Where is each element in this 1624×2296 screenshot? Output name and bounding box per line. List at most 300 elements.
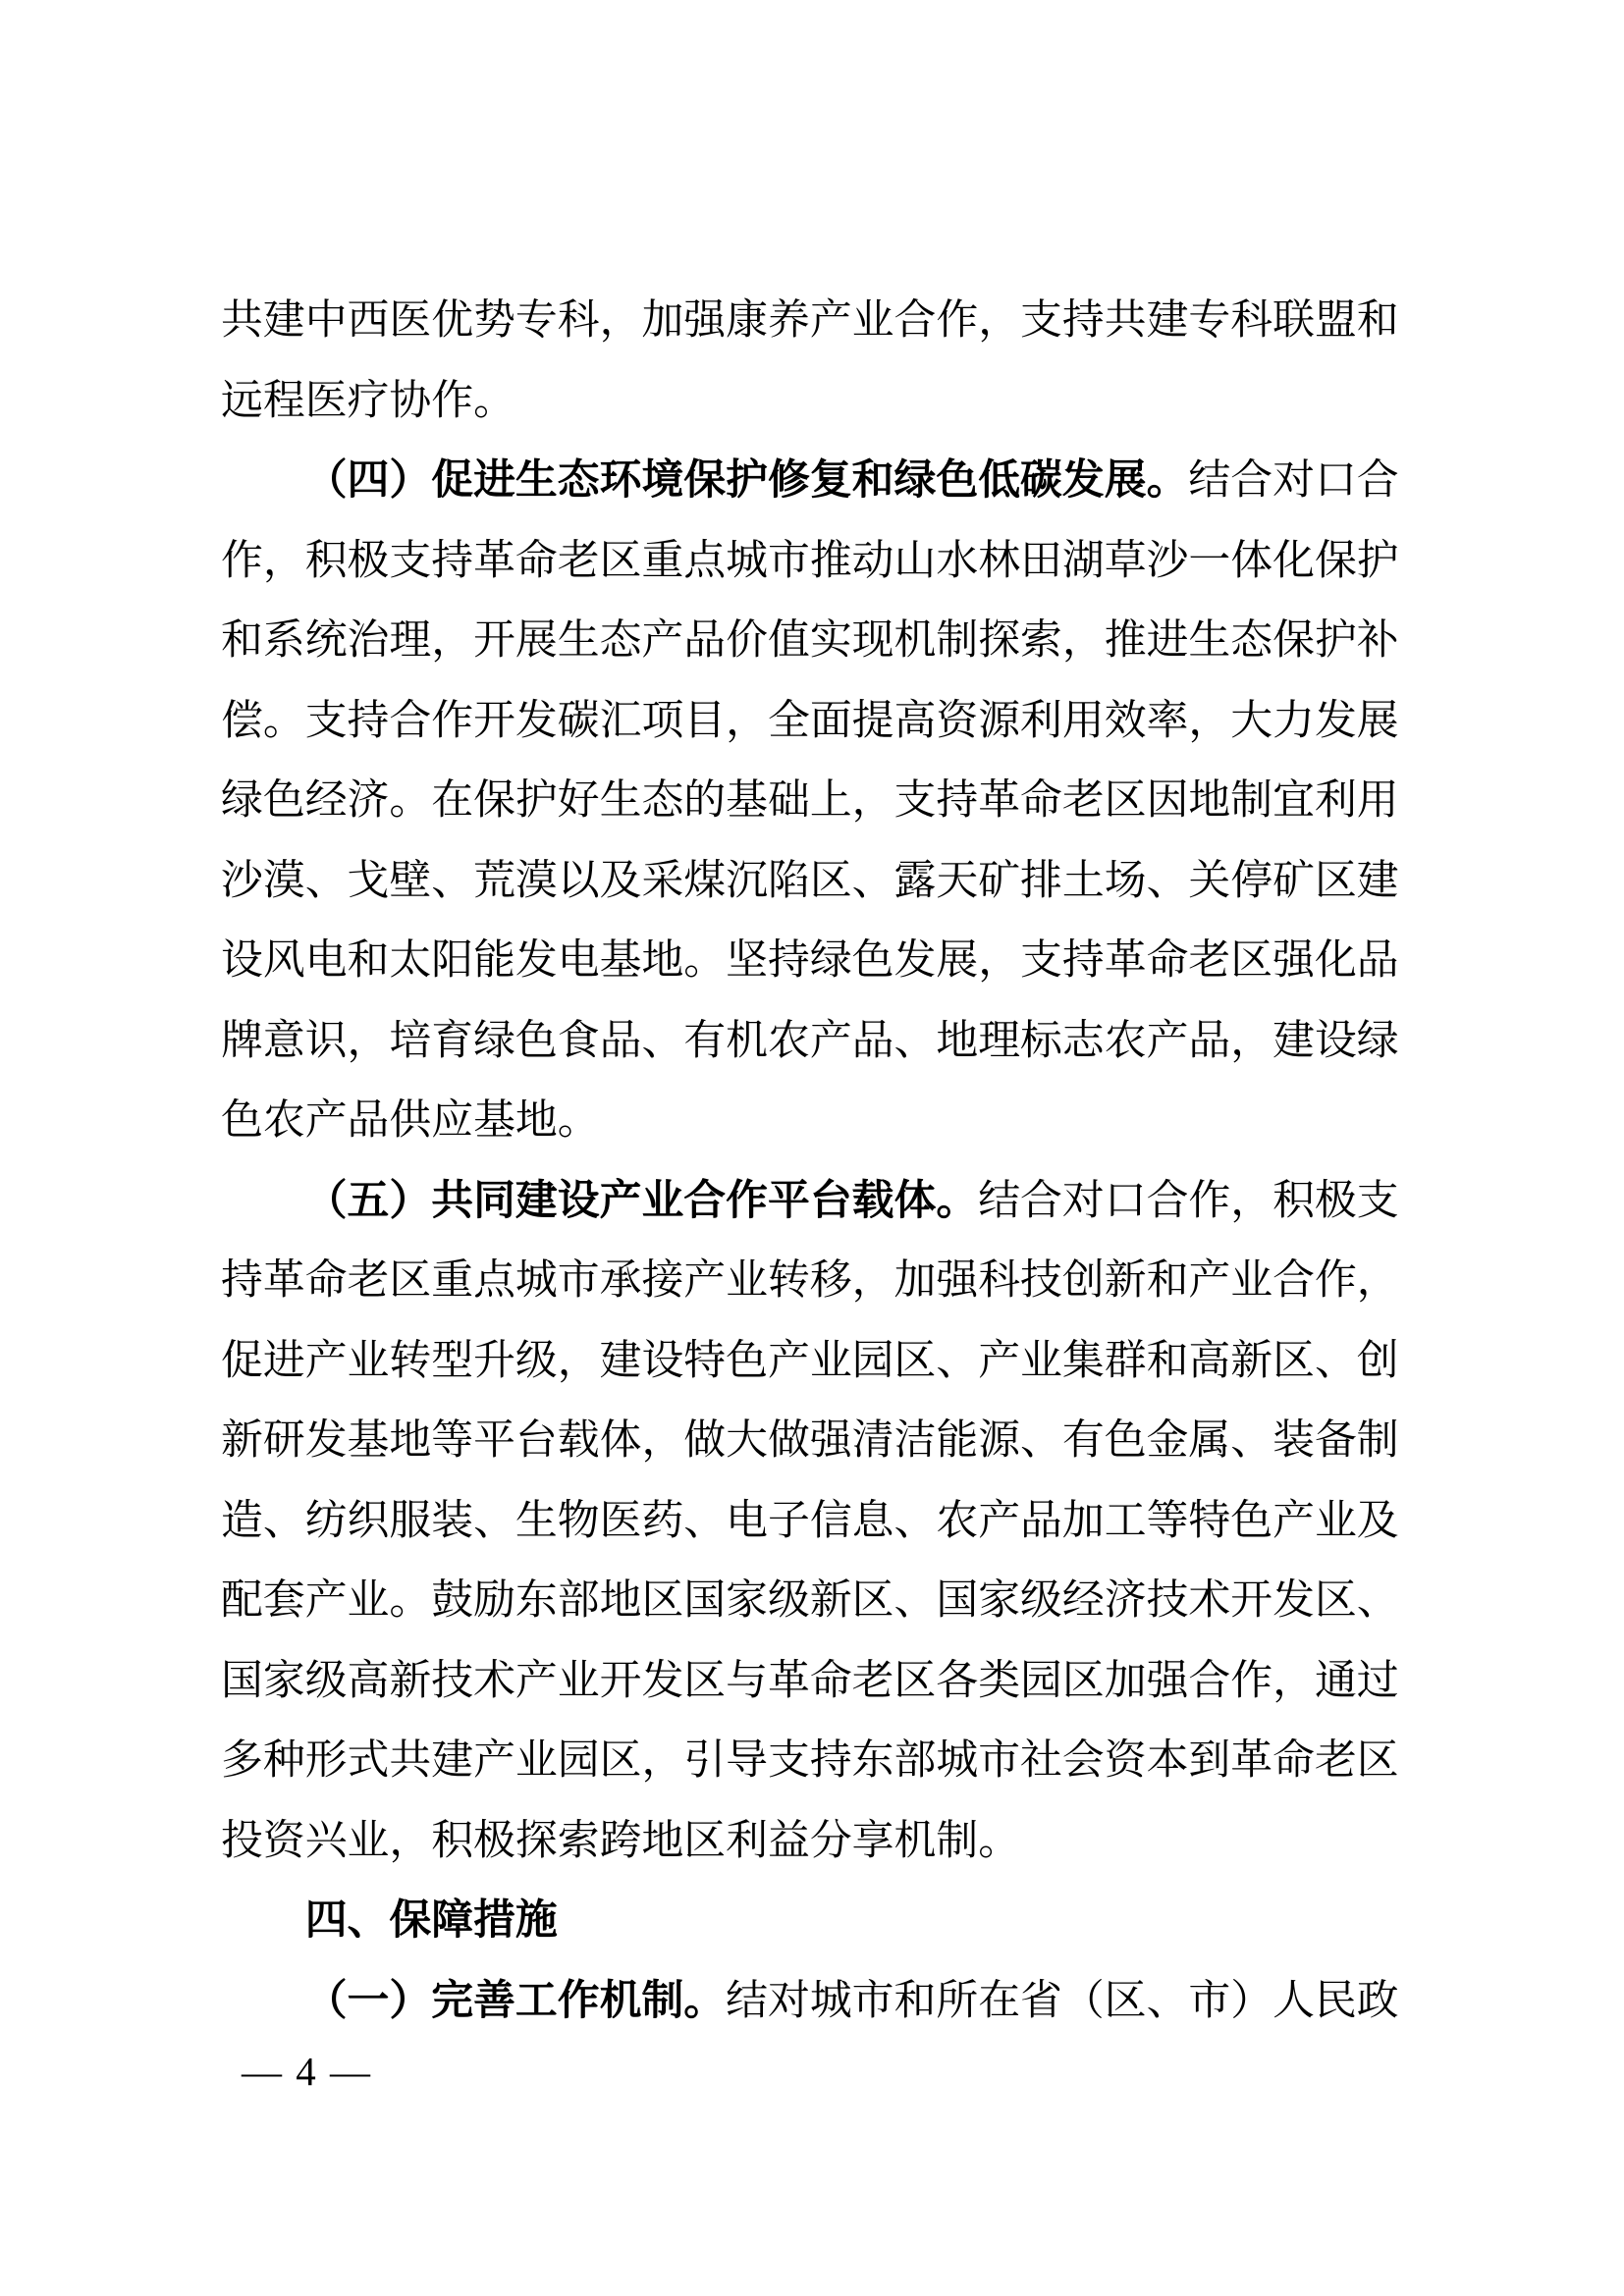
char-cell: 色: [514, 1017, 558, 1064]
char-cell: 统: [304, 617, 348, 664]
char-cell: 积: [1272, 1177, 1315, 1224]
char-cell: 阳: [431, 937, 474, 984]
char-cell: 意: [262, 1017, 305, 1064]
char-cell: 志: [1061, 1017, 1105, 1064]
char-cell: 升: [473, 1337, 515, 1384]
char-cell: 发: [304, 1417, 348, 1464]
char-cell: 全: [767, 697, 810, 744]
char-cell: 荒: [473, 857, 515, 904]
char-cell: 产: [514, 1657, 558, 1704]
char-cell: （: [304, 457, 348, 504]
char-cell: 护: [726, 457, 768, 504]
char-cell: 业: [347, 1817, 390, 1864]
char-cell: 地: [936, 1017, 979, 1064]
char-cell: 地: [514, 1097, 558, 1144]
char-cell: 持: [1061, 297, 1105, 344]
char-cell: 养: [767, 297, 810, 344]
char-cell: 、: [1020, 1417, 1062, 1464]
char-cell: 生: [599, 777, 642, 824]
char-cell: 高: [347, 1657, 390, 1704]
char-cell: 转: [767, 1257, 810, 1304]
char-cell: 加: [1061, 1497, 1105, 1544]
char-cell: 动: [851, 537, 894, 584]
char-cell: 西: [347, 297, 390, 344]
char-cell: 产: [473, 1737, 515, 1784]
text-line: [221, 1241, 1400, 1321]
text-line: [221, 1401, 1400, 1481]
char-cell: 色: [221, 1097, 263, 1144]
char-cell: 好: [557, 777, 600, 824]
char-cell: 。: [557, 1097, 600, 1144]
text-line: [221, 1481, 1400, 1562]
char-cell: 型: [431, 1337, 474, 1384]
char-cell: 强: [809, 1417, 852, 1464]
char-cell: 价: [726, 617, 768, 664]
char-cell: 资: [1104, 1737, 1147, 1784]
char-cell: 进: [262, 1337, 305, 1384]
char-cell: ，: [641, 1737, 684, 1784]
char-cell: 复: [809, 457, 852, 504]
char-cell: 疗: [347, 377, 390, 424]
char-cell: 老: [1188, 937, 1231, 984]
char-cell: 国: [221, 1657, 263, 1704]
char-cell: 环: [599, 457, 642, 504]
char-cell: 区: [599, 1737, 642, 1784]
char-cell: 能: [936, 1417, 979, 1464]
char-cell: 医: [599, 1497, 642, 1544]
char-cell: 保: [473, 777, 515, 824]
char-cell: 建: [1146, 297, 1189, 344]
char-cell: 革: [473, 537, 515, 584]
char-cell: 农: [262, 1097, 305, 1144]
char-cell: ，: [726, 697, 768, 744]
char-cell: 结: [1188, 457, 1231, 504]
char-cell: 支: [893, 777, 937, 824]
char-cell: 一: [347, 1977, 390, 2024]
char-cell: 生: [1188, 617, 1231, 664]
char-cell: 引: [683, 1737, 727, 1784]
char-cell: 作: [936, 297, 979, 344]
char-cell: 在: [431, 777, 474, 824]
char-cell: 制: [936, 617, 979, 664]
char-cell: 家: [978, 1577, 1021, 1624]
char-cell: 持: [347, 697, 390, 744]
char-cell: 承: [599, 1257, 642, 1304]
char-cell: 开: [473, 697, 515, 744]
char-cell: 设: [221, 937, 263, 984]
char-cell: 品: [347, 1097, 390, 1144]
char-cell: 新: [1230, 1337, 1273, 1384]
char-cell: 与: [726, 1657, 768, 1704]
char-cell: 和: [851, 457, 894, 504]
char-cell: ，: [1230, 1017, 1273, 1064]
char-cell: 产: [1188, 1257, 1231, 1304]
char-cell: 通: [1314, 1657, 1357, 1704]
char-cell: 值: [767, 617, 810, 664]
char-cell: （: [304, 1977, 348, 2024]
char-cell: 田: [1020, 537, 1062, 584]
char-cell: ，: [1356, 1257, 1399, 1304]
char-cell: 、: [893, 1577, 937, 1624]
char-cell: 益: [767, 1817, 810, 1864]
char-cell: 形: [304, 1737, 348, 1784]
char-cell: 特: [1188, 1497, 1231, 1544]
char-cell: 品: [683, 617, 727, 664]
char-cell: 设: [557, 1177, 600, 1224]
char-cell: 促: [431, 457, 474, 504]
char-cell: 命: [1272, 1737, 1315, 1784]
char-cell: 政: [1356, 1977, 1399, 2024]
char-cell: 老: [347, 1257, 390, 1304]
char-cell: 造: [221, 1497, 263, 1544]
char-cell: 目: [683, 697, 727, 744]
char-cell: 子: [767, 1497, 810, 1544]
char-cell: 科: [978, 1257, 1021, 1304]
char-cell: 陷: [767, 857, 810, 904]
char-cell: 、: [1146, 857, 1189, 904]
char-cell: 物: [557, 1497, 600, 1544]
char-cell: 品: [851, 1017, 894, 1064]
char-cell: 康: [726, 297, 768, 344]
char-cell: ，: [347, 1017, 390, 1064]
char-cell: 加: [893, 1257, 937, 1304]
char-cell: 源: [978, 1417, 1021, 1464]
char-cell: 品: [599, 1017, 642, 1064]
char-cell: 社: [1020, 1737, 1062, 1784]
char-cell: 态: [641, 777, 684, 824]
char-cell: 效: [1104, 697, 1147, 744]
char-cell: 农: [936, 1497, 979, 1544]
char-cell: 矿: [1272, 857, 1315, 904]
char-cell: （: [304, 1177, 348, 1224]
char-cell: 。: [262, 697, 305, 744]
char-cell: 和: [893, 1977, 937, 2024]
char-cell: 施: [514, 1896, 558, 1945]
char-cell: 产: [809, 1017, 852, 1064]
char-cell: 电: [304, 937, 348, 984]
char-cell: 享: [851, 1817, 894, 1864]
char-cell: 革: [767, 1657, 810, 1704]
char-cell: 补: [1356, 617, 1399, 664]
char-cell: 区: [1061, 1657, 1105, 1704]
char-cell: 分: [809, 1817, 852, 1864]
char-cell: 和: [221, 617, 263, 664]
text-line: [221, 281, 1400, 361]
char-cell: 开: [599, 1657, 642, 1704]
char-cell: 、: [641, 1017, 684, 1064]
char-cell: 展: [514, 617, 558, 664]
char-cell: 城: [809, 1977, 852, 2024]
char-cell: 接: [641, 1257, 684, 1304]
char-cell: 利: [1020, 697, 1062, 744]
char-cell: 色: [262, 777, 305, 824]
char-cell: 市: [978, 1737, 1021, 1784]
char-cell: ，: [389, 1817, 432, 1864]
char-cell: 资: [936, 697, 979, 744]
char-cell: 绿: [473, 1017, 515, 1064]
char-cell: 做: [767, 1417, 810, 1464]
char-cell: 基: [473, 1097, 515, 1144]
char-cell: 区: [1314, 857, 1357, 904]
char-cell: 持: [1061, 937, 1105, 984]
char-cell: 技: [1020, 1257, 1062, 1304]
text-line: [221, 521, 1400, 602]
char-cell: 套: [262, 1577, 305, 1624]
char-cell: 以: [557, 857, 600, 904]
char-cell: 农: [767, 1017, 810, 1064]
char-cell: 保: [389, 1896, 432, 1945]
char-cell: 强: [1146, 1657, 1189, 1704]
char-cell: 中: [304, 297, 348, 344]
char-cell: 色: [1104, 1417, 1147, 1464]
char-cell: 创: [1356, 1337, 1399, 1384]
char-cell: 基: [726, 777, 768, 824]
char-cell: ，: [1061, 617, 1105, 664]
char-cell: 作: [431, 697, 474, 744]
char-cell: 发: [514, 937, 558, 984]
char-cell: 老: [1061, 777, 1105, 824]
char-cell: 区: [893, 1657, 937, 1704]
char-cell: 、: [1314, 1337, 1357, 1384]
char-cell: 农: [1104, 1017, 1147, 1064]
char-cell: 东: [851, 1737, 894, 1784]
char-cell: 发: [641, 1657, 684, 1704]
char-cell: 区: [683, 1817, 727, 1864]
char-cell: 远: [221, 377, 263, 424]
char-cell: ，: [851, 777, 894, 824]
char-cell: 色: [726, 1337, 768, 1384]
char-cell: 区: [809, 857, 852, 904]
text-line: [221, 441, 1400, 521]
char-cell: 产: [978, 1497, 1021, 1544]
char-cell: 碳: [1020, 457, 1062, 504]
char-cell: 有: [1061, 1417, 1105, 1464]
char-cell: 发: [1314, 697, 1357, 744]
char-cell: 市: [851, 1977, 894, 2024]
char-cell: 新: [389, 1657, 432, 1704]
char-cell: 制: [936, 1817, 979, 1864]
char-cell: 洁: [893, 1417, 937, 1464]
char-cell: 地: [1188, 777, 1231, 824]
char-cell: 地: [641, 937, 684, 984]
char-cell: 程: [262, 377, 305, 424]
char-cell: ，: [262, 537, 305, 584]
char-cell: 理: [389, 617, 432, 664]
char-cell: 基: [599, 937, 642, 984]
char-cell: 、: [893, 1497, 937, 1544]
char-cell: 、: [1230, 1417, 1273, 1464]
char-cell: 生: [514, 457, 558, 504]
char-cell: 识: [304, 1017, 348, 1064]
char-cell: 市: [1188, 1977, 1231, 2024]
char-cell: 转: [389, 1337, 432, 1384]
char-cell: 产: [683, 1257, 727, 1304]
char-cell: 装: [431, 1497, 474, 1544]
char-cell: 跨: [599, 1817, 642, 1864]
char-cell: 产: [304, 1097, 348, 1144]
char-cell: 基: [347, 1417, 390, 1464]
char-cell: 、: [936, 1337, 979, 1384]
char-cell: 科: [1230, 297, 1273, 344]
char-cell: 碳: [557, 697, 600, 744]
char-cell: 业: [851, 297, 894, 344]
text-line: [221, 1161, 1400, 1242]
char-cell: 持: [809, 1737, 852, 1784]
char-cell: 支: [1356, 1177, 1399, 1224]
char-cell: 种: [262, 1737, 305, 1784]
char-cell: 色: [851, 937, 894, 984]
char-cell: 合: [1230, 457, 1273, 504]
char-cell: 障: [431, 1896, 474, 1945]
char-cell: 力: [1272, 697, 1315, 744]
text-line: [221, 1721, 1400, 1801]
char-cell: ，: [978, 297, 1021, 344]
char-cell: 载: [851, 1177, 894, 1224]
char-cell: 展: [936, 937, 979, 984]
char-cell: 沉: [726, 857, 768, 904]
char-cell: 城: [514, 1257, 558, 1304]
char-cell: 发: [893, 937, 937, 984]
char-cell: 育: [431, 1017, 474, 1064]
char-cell: 关: [1188, 857, 1231, 904]
char-cell: 露: [893, 857, 937, 904]
char-cell: 区: [851, 1577, 894, 1624]
char-cell: 服: [389, 1497, 432, 1544]
char-cell: 结: [726, 1977, 768, 2024]
char-cell: 台: [514, 1417, 558, 1464]
section-heading-line: [221, 1881, 1400, 1961]
char-cell: 支: [1020, 297, 1062, 344]
char-cell: 土: [1061, 857, 1105, 904]
char-cell: 设: [641, 1337, 684, 1384]
char-cell: 业: [1230, 1257, 1273, 1304]
char-cell: 机: [599, 1977, 642, 2024]
char-cell: 、: [473, 1497, 515, 1544]
char-cell: 口: [1104, 1177, 1147, 1224]
char-cell: 城: [936, 1737, 979, 1784]
char-cell: 革: [262, 1257, 305, 1304]
char-cell: 的: [683, 777, 727, 824]
char-cell: 护: [1314, 617, 1357, 664]
char-cell: 一: [1188, 537, 1231, 584]
char-cell: 家: [262, 1657, 305, 1704]
char-cell: 进: [473, 457, 515, 504]
char-cell: 技: [1146, 1577, 1189, 1624]
char-cell: 盟: [1314, 297, 1357, 344]
char-cell: 合: [683, 1177, 727, 1224]
char-cell: 导: [726, 1737, 768, 1784]
char-cell: 专: [1188, 297, 1231, 344]
char-cell: 四: [304, 1896, 348, 1945]
char-cell: 支: [1020, 937, 1062, 984]
char-cell: 区: [641, 1577, 684, 1624]
char-cell: 合: [1188, 1657, 1231, 1704]
char-cell: 态: [599, 617, 642, 664]
char-cell: 市: [557, 1257, 600, 1304]
char-cell: 支: [389, 537, 432, 584]
char-cell: 探: [978, 617, 1021, 664]
char-cell: 科: [557, 297, 600, 344]
char-cell: 项: [641, 697, 684, 744]
char-cell: 体: [893, 1177, 937, 1224]
char-cell: 、: [262, 1497, 305, 1544]
char-cell: 能: [473, 937, 515, 984]
char-cell: 研: [262, 1417, 305, 1464]
char-cell: （: [1061, 1977, 1105, 2024]
char-cell: 国: [683, 1577, 727, 1624]
char-cell: 机: [726, 1017, 768, 1064]
char-cell: 所: [936, 1977, 979, 2024]
char-cell: 区: [893, 1337, 937, 1384]
char-cell: 实: [809, 617, 852, 664]
char-cell: 特: [683, 1337, 727, 1384]
char-cell: 装: [1272, 1417, 1315, 1464]
char-cell: 极: [347, 537, 390, 584]
document-text-block: [221, 281, 1400, 2041]
char-cell: 及: [599, 857, 642, 904]
char-cell: 支: [304, 697, 348, 744]
char-cell: 备: [1314, 1417, 1357, 1464]
char-cell: 面: [809, 697, 852, 744]
char-cell: 产: [767, 1337, 810, 1384]
char-cell: 合: [1020, 1177, 1062, 1224]
char-cell: 探: [514, 1817, 558, 1864]
char-cell: 作: [221, 537, 263, 584]
char-cell: 制: [1230, 777, 1273, 824]
char-cell: 生: [514, 1497, 558, 1544]
char-cell: 开: [473, 617, 515, 664]
char-cell: 治: [347, 617, 390, 664]
char-cell: 系: [262, 617, 305, 664]
char-cell: 保: [683, 457, 727, 504]
char-cell: 园: [1020, 1657, 1062, 1704]
char-cell: 利: [1314, 777, 1357, 824]
char-cell: 老: [557, 537, 600, 584]
char-cell: 息: [851, 1497, 894, 1544]
char-cell: 。: [473, 377, 515, 424]
char-cell: 湖: [1061, 537, 1105, 584]
char-cell: 索: [557, 1817, 600, 1864]
text-line: [221, 1641, 1400, 1722]
char-cell: 产: [1272, 1497, 1315, 1544]
char-cell: 区: [389, 1257, 432, 1304]
char-cell: 民: [1314, 1977, 1357, 2024]
char-cell: 利: [726, 1817, 768, 1864]
char-cell: 。: [389, 1577, 432, 1624]
char-cell: 、: [431, 857, 474, 904]
char-cell: ，: [1230, 1177, 1273, 1224]
char-cell: 进: [1146, 617, 1189, 664]
char-cell: 业: [726, 1257, 768, 1304]
char-cell: 因: [1146, 777, 1189, 824]
char-cell: ，: [1272, 1657, 1315, 1704]
char-cell: 持: [431, 537, 474, 584]
char-cell: 产: [1146, 1017, 1189, 1064]
char-cell: 同: [473, 1177, 515, 1224]
char-cell: 支: [767, 1737, 810, 1784]
char-cell: 漠: [262, 857, 305, 904]
char-cell: 排: [1020, 857, 1062, 904]
char-cell: 漠: [514, 857, 558, 904]
char-cell: 式: [347, 1737, 390, 1784]
char-cell: 移: [809, 1257, 852, 1304]
char-cell: 革: [978, 777, 1021, 824]
char-cell: 励: [473, 1577, 515, 1624]
char-cell: 会: [1061, 1737, 1105, 1784]
char-cell: 区: [683, 1657, 727, 1704]
char-cell: 林: [978, 537, 1021, 584]
char-cell: 持: [767, 937, 810, 984]
